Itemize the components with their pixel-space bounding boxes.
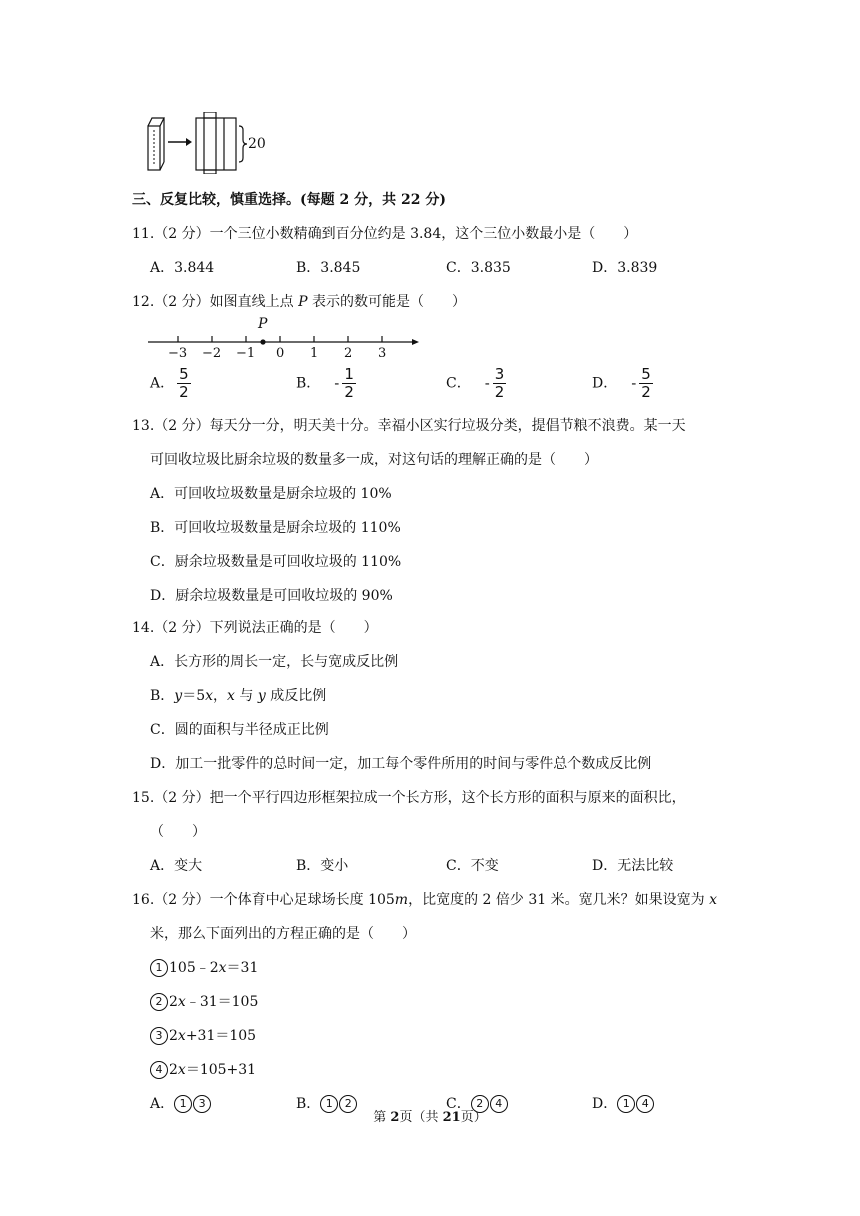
equation-3: 3 2x+31＝105 [150, 1026, 256, 1046]
q15-option-a: A．变大 [150, 858, 203, 874]
circled-number-1: 1 [150, 959, 168, 977]
figure-length-label: 20 [248, 136, 266, 152]
q14-option-b: B．y＝5x，x 与 y 成反比例 [150, 688, 327, 704]
q15-option-d: D．无法比较 [592, 858, 674, 874]
unfold-figure [140, 112, 280, 174]
tick-label-2: 2 [344, 346, 353, 361]
tick-label-neg2: −2 [202, 346, 222, 361]
question-13-stem-line1: 13.（2 分）每天分一分，明天美十分。幸福小区实行垃圾分类，提倡节粮不浪费。某一天 [132, 418, 686, 434]
q11-option-d: D．3.839 [592, 260, 658, 276]
q14-option-c: C．圆的面积与半径成正比例 [150, 722, 329, 738]
q12-option-d: D． - $\frac{5}{2}$ [592, 365, 651, 401]
q13-option-d: D．厨余垃圾数量是可回收垃圾的 90% [150, 588, 393, 604]
q12-option-a: A． $\frac{5}{2}$ [150, 365, 189, 401]
q14-option-a: A．长方形的周长一定，长与宽成反比例 [150, 654, 399, 670]
tick-label-neg3: −3 [168, 346, 188, 361]
equation-4: 4 2x＝105+31 [150, 1060, 256, 1080]
q16-option-a: A． 1 3 [150, 1094, 212, 1114]
q12-option-b: B． - $\frac{1}{2}$ [296, 365, 354, 401]
q11-option-c: C．3.835 [446, 260, 511, 276]
circled-number-2: 2 [150, 993, 168, 1011]
equation-1: 1 105﹣2x＝31 [150, 958, 258, 978]
section-3-title: 三、反复比较，慎重选择。(每题 2 分，共 22 分) [132, 192, 446, 208]
circled-number-3: 3 [150, 1027, 168, 1045]
question-14-stem: 14.（2 分）下列说法正确的是（ ） [132, 620, 378, 636]
q15-option-c: C．不变 [446, 858, 499, 874]
question-12-stem: 12.（2 分）如图直线上点 P 表示的数可能是（ ） [132, 294, 466, 310]
q16-option-b: B． 1 2 [296, 1094, 358, 1114]
point-p-marker [260, 339, 265, 344]
q13-option-c: C．厨余垃圾数量是可回收垃圾的 110% [150, 554, 402, 570]
q12-option-c: C． - $\frac{3}{2}$ [446, 365, 505, 401]
question-11-stem: 11.（2 分）一个三位小数精确到百分位约是 3.84，这个三位小数最小是（ ） [132, 226, 638, 242]
q13-option-a: A．可回收垃圾数量是厨余垃圾的 10% [150, 486, 392, 502]
q16-option-c: C． 2 4 [446, 1094, 509, 1114]
q11-option-b: B．3.845 [296, 260, 361, 276]
q16-option-d: D． 1 4 [592, 1094, 655, 1114]
number-line [148, 314, 428, 364]
q14-option-d: D．加工一批零件的总时间一定，加工每个零件所用的时间与零件总个数成反比例 [150, 756, 652, 772]
equation-2: 2 2x﹣31＝105 [150, 992, 258, 1012]
question-16-stem-line2: 米，那么下面列出的方程正确的是（ ） [150, 926, 416, 942]
page-footer: 第 2页（共 21页） [373, 1110, 487, 1125]
question-16-stem-line1: 16.（2 分）一个体育中心足球场长度 105m，比宽度的 2 倍少 31 米。宽几米？如果设宽为 x [132, 892, 717, 908]
circled-number-4: 4 [150, 1061, 168, 1079]
q13-option-b: B．可回收垃圾数量是厨余垃圾的 110% [150, 520, 401, 536]
point-p-label: P [258, 316, 268, 332]
tick-label-0: 0 [276, 346, 285, 361]
question-15-stem-line1: 15.（2 分）把一个平行四边形框架拉成一个长方形，这个长方形的面积与原来的面积比， [132, 790, 686, 806]
tick-label-1: 1 [310, 346, 319, 361]
q11-option-a: A．3.844 [150, 260, 215, 276]
question-15-stem-line2: （ ） [150, 824, 206, 840]
tick-label-3: 3 [378, 346, 387, 361]
tick-label-neg1: −1 [236, 346, 256, 361]
question-13-stem-line2: 可回收垃圾比厨余垃圾的数量多一成，对这句话的理解正确的是（ ） [150, 452, 598, 468]
q15-option-b: B．变小 [296, 858, 349, 874]
